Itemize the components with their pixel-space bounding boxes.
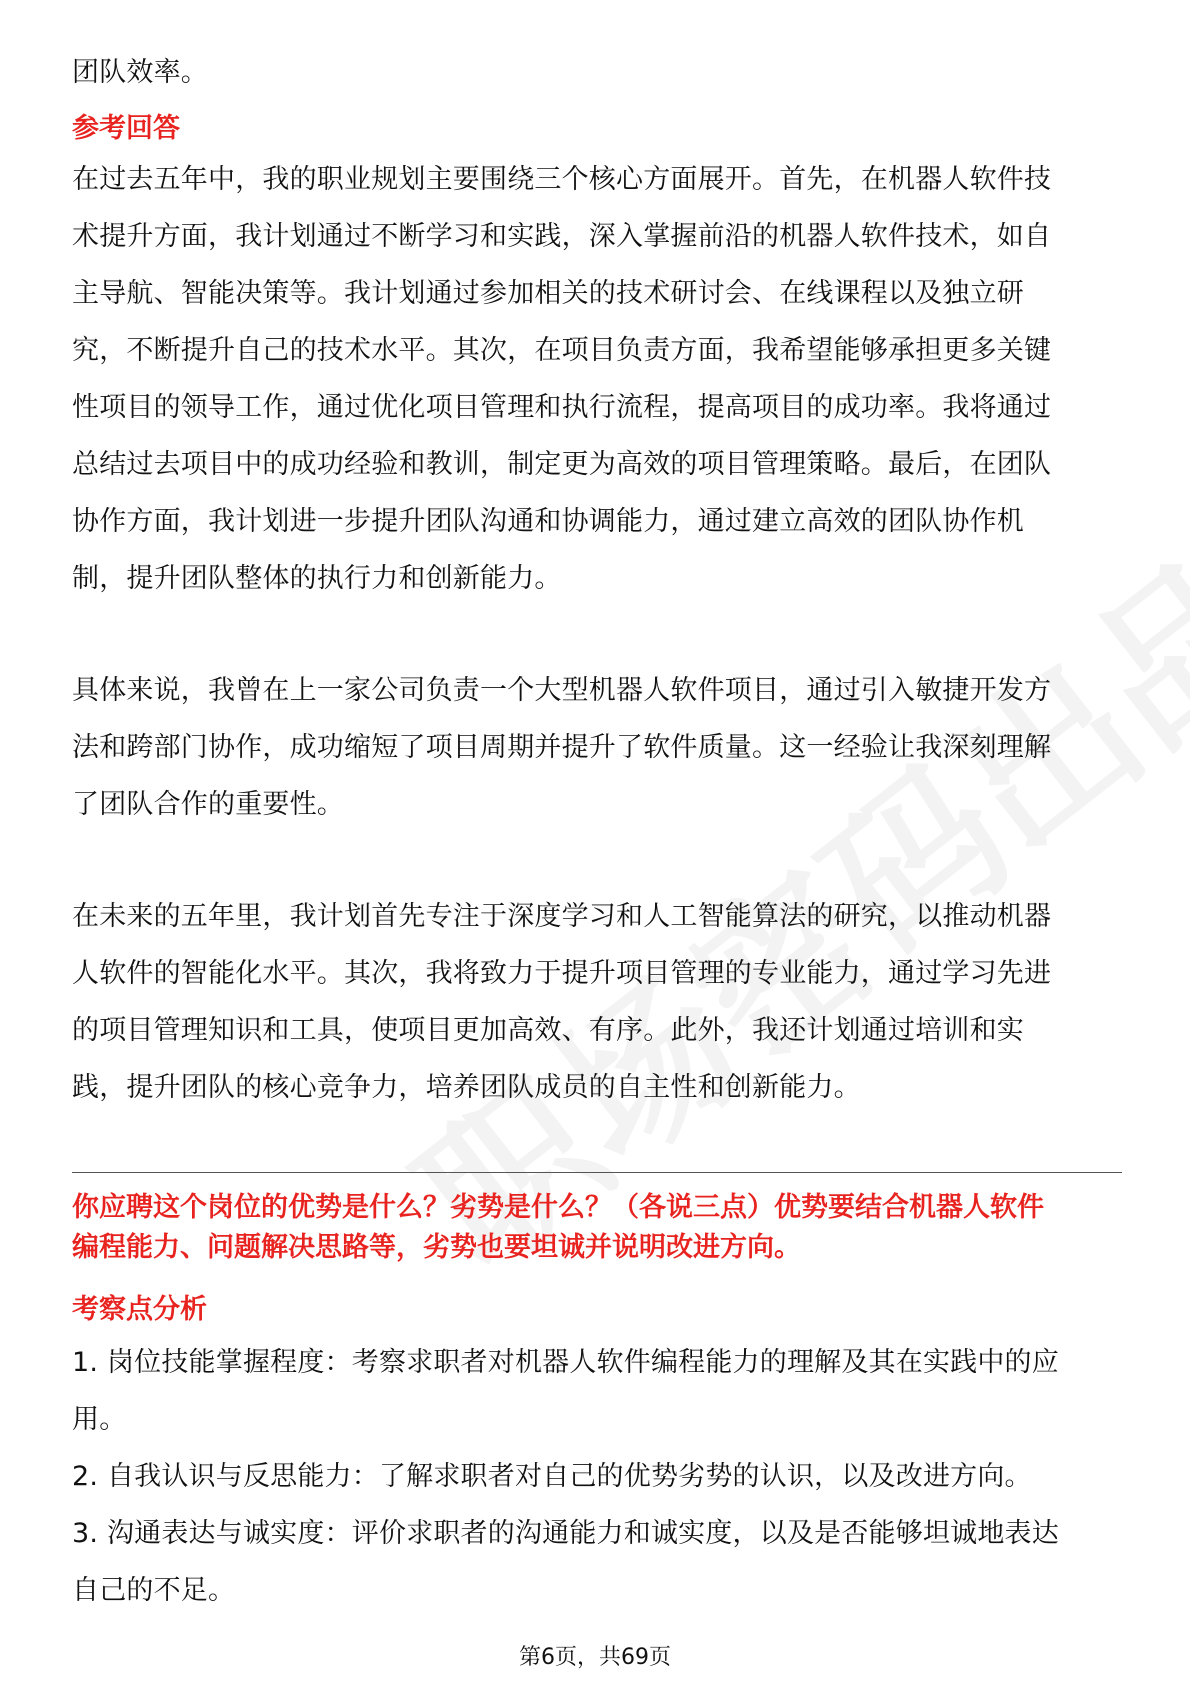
text-line: 践，提升团队的核心竞争力，培养团队成员的自主性和创新能力。 bbox=[72, 1072, 861, 1103]
list-item: 3. 沟通表达与诚实度：评价求职者的沟通能力和诚实度，以及是否能够坦诚地表达 bbox=[72, 1518, 1059, 1549]
text-line: 在未来的五年里，我计划首先专注于深度学习和人工智能算法的研究，以推动机器 bbox=[72, 901, 1052, 932]
list-item: 用。 bbox=[72, 1404, 127, 1435]
text-line: 了团队合作的重要性。 bbox=[72, 789, 344, 820]
section-divider bbox=[72, 1172, 1122, 1173]
continued-text: 团队效率。 bbox=[72, 57, 208, 88]
text-line: 具体来说，我曾在上一家公司负责一个大型机器人软件项目，通过引入敏捷开发方 bbox=[72, 675, 1052, 706]
list-item: 自己的不足。 bbox=[72, 1575, 236, 1606]
list-item: 2. 自我认识与反思能力：了解求职者对自己的优势劣势的认识，以及改进方向。 bbox=[72, 1461, 1032, 1492]
text-line: 制，提升团队整体的执行力和创新能力。 bbox=[72, 563, 562, 594]
text-line: 术提升方面，我计划通过不断学习和实践，深入掌握前沿的机器人软件技术，如自 bbox=[72, 221, 1052, 252]
text-line: 法和跨部门协作，成功缩短了项目周期并提升了软件质量。这一经验让我深刻理解 bbox=[72, 732, 1052, 763]
paragraph-spacer bbox=[72, 833, 1120, 888]
text-line: 性项目的领导工作，通过优化项目管理和执行流程，提高项目的成功率。我将通过 bbox=[72, 392, 1052, 423]
question-text: 编程能力、问题解决思路等，劣势也要坦诚并说明改进方向。 bbox=[72, 1232, 801, 1263]
text-line: 总结过去项目中的成功经验和教训，制定更为高效的项目管理策略。最后，在团队 bbox=[72, 449, 1052, 480]
analysis-heading: 考察点分析 bbox=[72, 1294, 207, 1325]
list-item: 1. 岗位技能掌握程度：考察求职者对机器人软件编程能力的理解及其在实践中的应 bbox=[72, 1347, 1059, 1378]
page-content bbox=[72, 44, 1120, 1116]
answer-paragraph-2 bbox=[72, 662, 1120, 833]
text-line: 人软件的智能化水平。其次，我将致力于提升项目管理的专业能力，通过学习先进 bbox=[72, 958, 1052, 989]
text-line: 主导航、智能决策等。我计划通过参加相关的技术研讨会、在线课程以及独立研 bbox=[72, 278, 1024, 309]
text-line: 的项目管理知识和工具，使项目更加高效、有序。此外，我还计划通过培训和实 bbox=[72, 1015, 1024, 1046]
analysis-list bbox=[72, 1334, 1120, 1619]
page-number: 第6页，共69页 bbox=[519, 1645, 671, 1670]
answer-paragraph-3 bbox=[72, 888, 1120, 1116]
next-question-section bbox=[72, 1188, 1120, 1619]
answer-paragraph-1 bbox=[72, 151, 1120, 607]
text-line: 协作方面，我计划进一步提升团队沟通和协调能力，通过建立高效的团队协作机 bbox=[72, 506, 1024, 537]
answer-heading: 参考回答 bbox=[72, 113, 180, 144]
text-line: 究，不断提升自己的技术水平。其次，在项目负责方面，我希望能够承担更多关键 bbox=[72, 335, 1052, 366]
paragraph-spacer bbox=[72, 607, 1120, 662]
question-text: 你应聘这个岗位的优势是什么？劣势是什么？（各说三点）优势要结合机器人软件 bbox=[72, 1192, 1044, 1223]
text-line: 在过去五年中，我的职业规划主要围绕三个核心方面展开。首先，在机器人软件技 bbox=[72, 164, 1052, 195]
